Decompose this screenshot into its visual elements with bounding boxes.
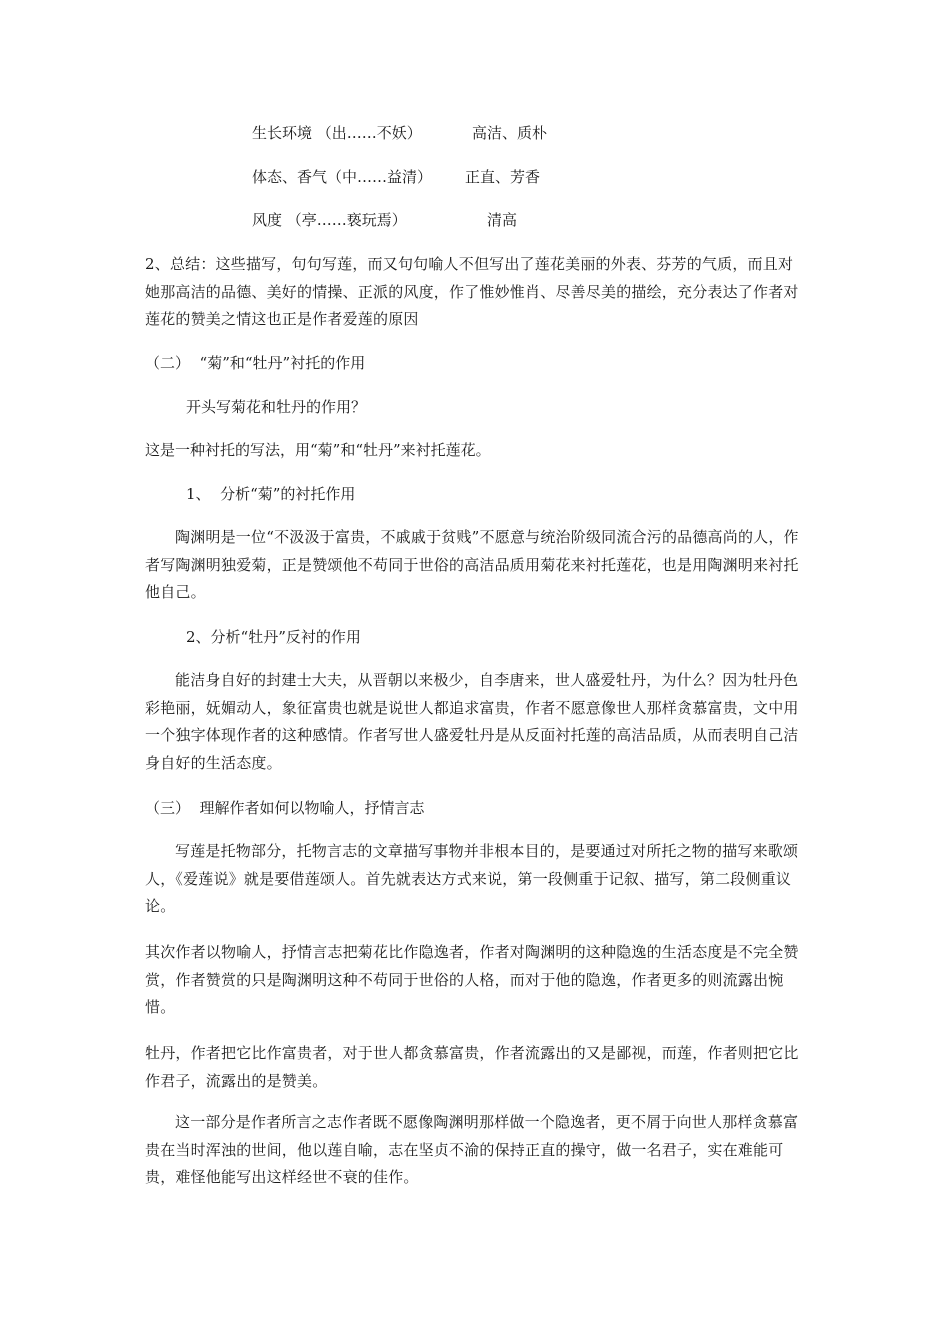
section3-paragraph-1: 写莲是托物部分，托物言志的文章描写事物并非根本目的，是要通过对所托之物的描写来歌颂人，《爱莲说》就是要借莲颂人。首先就表达方式来说，第一段侧重于记叙、描写，第二段侧重议论。 [145, 842, 799, 915]
section2-intro: 这是一种衬托的写法，用“菊”和“牡丹”来衬托莲花。 [145, 441, 491, 459]
row-value-2: 正直、芳香 [465, 168, 541, 186]
row-value-3: 清高 [487, 211, 518, 229]
sub1-body: 陶渊明是一位“不汲汲于富贵，不戚戚于贫贱”不愿意与统治阶级同流合污的品德高尚的人，作者写陶渊明独爱菊，正是赞颂他不苟同于世俗的高洁品质用菊花来衬托莲花，也是用陶渊明来衬托他自己。 [145, 528, 799, 601]
section3-paragraph-3: 牡丹，作者把它比作富贵者，对于世人都贪慕富贵，作者流露出的又是鄙视，而莲，作者则把它比作君子，流露出的是赞美。 [145, 1044, 799, 1090]
row-label-3: 风度 （亭……亵玩焉） [252, 211, 407, 229]
row-value-1: 高洁、质朴 [472, 124, 548, 142]
sub1-heading: 1、 分析“菊”的衬托作用 [186, 485, 356, 503]
sub2-body: 能洁身自好的封建士大夫，从晋朝以来极少，自李唐来，世人盛爱牡丹，为什么？因为牡丹色彩艳丽，妩媚动人，象征富贵也就是说世人都追求富贵，作者不愿意像世人那样贪慕富贵，文中用一个独字体现作者的这种感情。作者写世人盛爱牡丹是从反面衬托莲的高洁品质，从而表明自己洁身自好的生活态度。 [145, 671, 799, 772]
summary-paragraph: 2、总结：这些描写，句句写莲，而又句句喻人不但写出了莲花美丽的外表、芬芳的气质，而且对她那高洁的品德、美好的情操、正派的风度，作了惟妙惟肖、尽善尽美的描绘，充分表达了作者对莲花的赞美之情这也正是作者爱莲的原因 [145, 255, 799, 328]
section2-heading: （二） “菊”和“牡丹”衬托的作用 [145, 354, 366, 372]
sub2-heading: 2、分析“牡丹”反衬的作用 [186, 628, 361, 646]
section2-question: 开头写菊花和牡丹的作用？ [186, 398, 367, 416]
section3-heading: （三） 理解作者如何以物喻人，抒情言志 [145, 799, 425, 817]
section3-paragraph-2: 其次作者以物喻人，抒情言志把菊花比作隐逸者，作者对陶渊明的这种隐逸的生活态度是不完全赞赏，作者赞赏的只是陶渊明这种不苟同于世俗的人格，而对于他的隐逸，作者更多的则流露出惋惜。 [145, 943, 799, 1016]
row-label-1: 生长环境 （出……不妖） [252, 124, 422, 142]
section3-paragraph-4: 这一部分是作者所言之志作者既不愿像陶渊明那样做一个隐逸者，更不屑于向世人那样贪慕富贵在当时浑浊的世间，他以莲自喻，志在坚贞不渝的保持正直的操守，做一名君子，实在难能可贵，难怪他能写出这样经世不衰的佳作。 [145, 1113, 799, 1186]
row-label-2: 体态、香气（中……益清） [252, 168, 433, 186]
